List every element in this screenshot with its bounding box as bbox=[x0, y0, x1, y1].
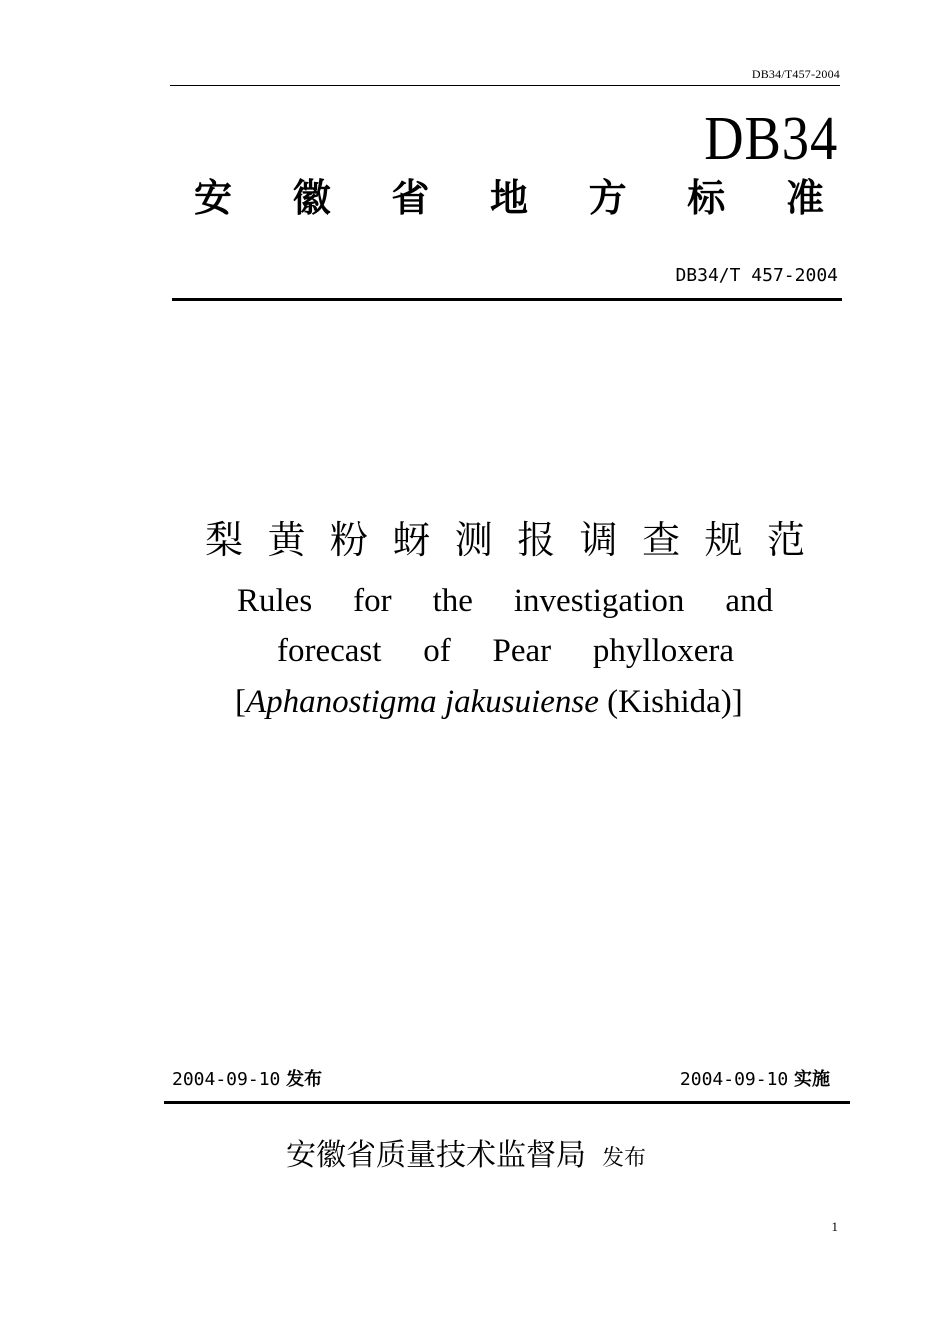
species-author: (Kishida)] bbox=[598, 684, 743, 720]
chinese-title-char: 查 bbox=[642, 518, 681, 562]
issue-date-label: 发布 bbox=[286, 1069, 323, 1090]
standard-title-char: 省 bbox=[391, 176, 430, 220]
issuing-authority bbox=[286, 1134, 646, 1178]
chinese-title-char: 报 bbox=[517, 518, 556, 562]
standard-title-char: 徽 bbox=[292, 176, 331, 220]
implementation-date bbox=[680, 1068, 830, 1092]
chinese-title-char: 范 bbox=[766, 518, 805, 562]
standard-title-char: 安 bbox=[194, 176, 233, 220]
standard-type-title bbox=[194, 173, 824, 223]
header-divider bbox=[170, 85, 840, 86]
english-title-word: forecast bbox=[277, 633, 382, 669]
implementation-date-value: 2004-09-10 bbox=[679, 1069, 789, 1090]
issuer-name: 安徽省质量技术监督局 bbox=[286, 1138, 586, 1173]
english-title-word: and bbox=[725, 583, 773, 619]
english-title-word: for bbox=[353, 583, 392, 619]
title-divider bbox=[172, 298, 842, 301]
chinese-title-char: 调 bbox=[579, 518, 618, 562]
footer-divider bbox=[164, 1101, 850, 1104]
english-title-word: investigation bbox=[513, 583, 685, 619]
chinese-title bbox=[205, 512, 805, 568]
english-title-word: Rules bbox=[237, 583, 313, 619]
chinese-title-char: 梨 bbox=[205, 518, 244, 562]
english-title-word: of bbox=[423, 633, 451, 669]
standard-title-char: 地 bbox=[489, 176, 528, 220]
standard-code: DB34 bbox=[704, 105, 838, 173]
chinese-title-char: 规 bbox=[704, 518, 743, 562]
english-title-line-1 bbox=[237, 579, 773, 623]
chinese-title-char: 测 bbox=[454, 518, 493, 562]
implementation-date-label: 实施 bbox=[794, 1069, 830, 1090]
english-title-word: the bbox=[432, 583, 473, 619]
issue-date-value: 2004-09-10 bbox=[172, 1069, 281, 1090]
standard-title-char: 方 bbox=[588, 176, 627, 220]
english-title-word: Pear bbox=[492, 633, 552, 669]
page-number: 1 bbox=[831, 1219, 838, 1234]
english-title-line-3 bbox=[235, 680, 743, 724]
chinese-title-char: 黄 bbox=[267, 518, 306, 562]
header-reference: DB34/T457-2004 bbox=[751, 67, 840, 81]
issue-date bbox=[172, 1068, 322, 1092]
issuer-action: 发布 bbox=[602, 1146, 647, 1171]
bracket-open: [ bbox=[235, 684, 246, 720]
standard-number: DB34/T 457-2004 bbox=[675, 265, 838, 286]
english-title-line-2 bbox=[277, 629, 734, 673]
chinese-title-char: 蚜 bbox=[392, 518, 431, 562]
species-name: Aphanostigma jakusuiense bbox=[246, 684, 599, 720]
english-title-word: phylloxera bbox=[592, 633, 734, 669]
standard-title-char: 标 bbox=[687, 176, 726, 220]
chinese-title-char: 粉 bbox=[329, 518, 368, 562]
standard-title-char: 准 bbox=[785, 176, 824, 220]
